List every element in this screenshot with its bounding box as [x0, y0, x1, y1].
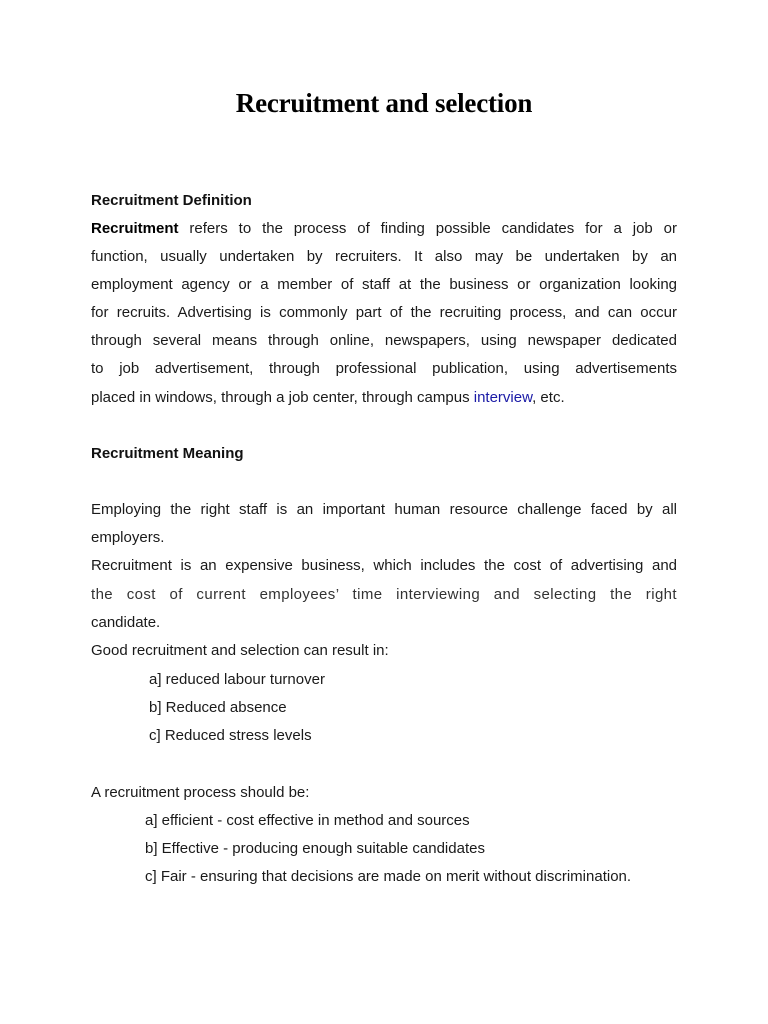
- meaning-para1-line1: Employing the right staff is an important human resource challenge faced by all: [91, 501, 677, 518]
- interview-link[interactable]: interview: [473, 389, 533, 406]
- section-heading-definition: Recruitment Definition: [91, 192, 252, 209]
- definition-line-7: placed in windows, through a job center, through campus interview, etc.: [91, 389, 565, 406]
- definition-line-6: to job advertisement, through professional publication, using advertisements: [91, 360, 677, 377]
- meaning-para1-line2: employers.: [91, 529, 165, 546]
- definition-line-3: employment agency or a member of staff at the business or organization looking: [91, 276, 677, 293]
- meaning-para2-line1: Recruitment is an expensive business, which includes the cost of advertising and: [91, 557, 677, 574]
- list-item: a] efficient - cost effective in method and sources: [145, 812, 470, 829]
- definition-line-4: for recruits. Advertising is commonly part of the recruiting process, and can occur: [91, 304, 677, 321]
- list-item: c] Reduced stress levels: [149, 727, 312, 744]
- meaning-para2-line2: the cost of current employees’ time interviewing and selecting the right: [91, 586, 677, 603]
- results-intro: Good recruitment and selection can result in:: [91, 642, 389, 659]
- list-item: c] Fair - ensuring that decisions are made on merit without discrimination.: [145, 868, 632, 885]
- section-heading-meaning: Recruitment Meaning: [91, 445, 244, 462]
- definition-lead-term: Recruitment: [91, 220, 179, 237]
- definition-line-5: through several means through online, newspapers, using newspaper dedicated: [91, 332, 677, 349]
- list-item: b] Effective - producing enough suitable candidates: [145, 840, 485, 857]
- list-item: b] Reduced absence: [149, 699, 287, 716]
- process-intro: A recruitment process should be:: [91, 784, 310, 801]
- definition-line-1: Recruitment refers to the process of finding possible candidates for a job or: [91, 220, 677, 237]
- page-title: Recruitment and selection: [235, 88, 533, 118]
- meaning-para2-line3: candidate.: [91, 614, 161, 631]
- definition-line-2: function, usually undertaken by recruiters. It also may be undertaken by an: [91, 248, 677, 265]
- list-item: a] reduced labour turnover: [149, 671, 325, 688]
